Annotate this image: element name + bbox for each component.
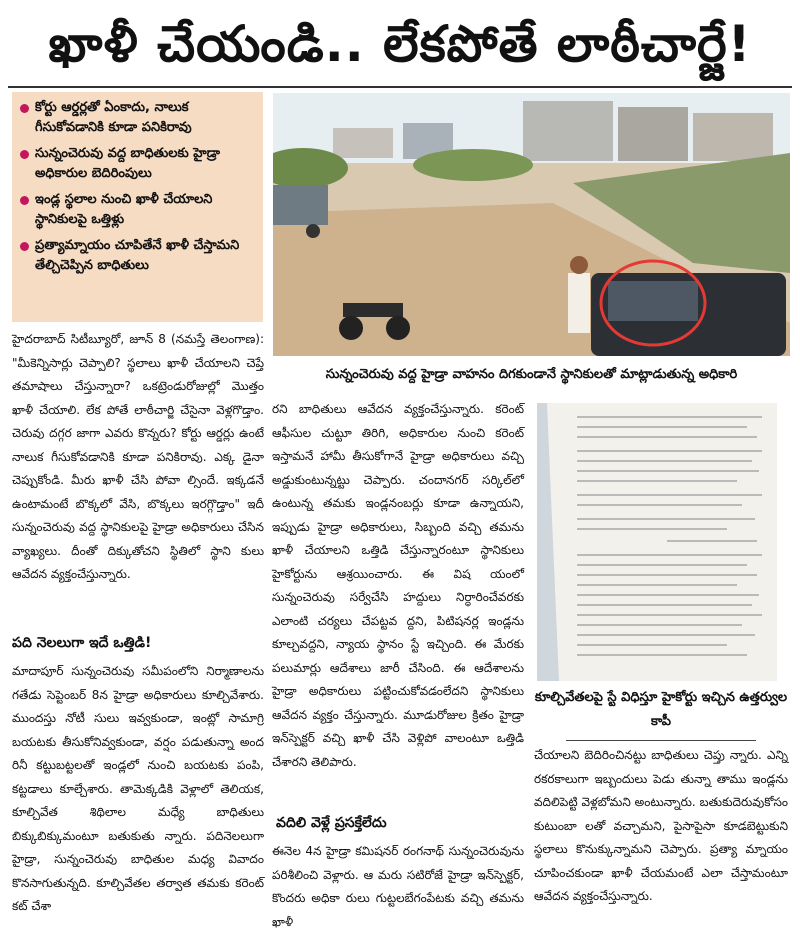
highlights-box xyxy=(12,92,263,322)
court-order-photo xyxy=(537,403,777,681)
headline-divider xyxy=(8,86,792,88)
article-column-3 xyxy=(534,744,788,909)
article-column-2 xyxy=(272,398,524,774)
highlight-item xyxy=(20,98,255,138)
highlight-text: ప్రత్యామ్నాయం చూపితేనే ఖాళీ చేస్తామని తేల్చిచెప్పిన బాధితులు xyxy=(35,238,240,273)
body-paragraph: హైదరాబాద్ సిటీబ్యూరో, జూన్ 8 (నమస్తే తెలంగాణ): "మీకెన్నిసార్లు చెప్పాలి? స్థలాలు ఖాళీ చేయాలని చెప్తే తమాషాలు చేస్తున్నారా? ఒకట్రెండురోజుల్లో మొత్తం ఖాళీ చేయాలి. లేక పోతే లాఠీచార్జి చేసైనా వెళ్లగొడ్తాం. చెరువు దగ్గర జాగా ఎవరు కొన్నరు? కోర్టు ఆర్డర్లు ఉంటే నాలుక గీసుకోవడానికి కూడా పనికిరావు. ఎక్క డైనా చెప్పుకోండి. మీరు ఖాళీ చేసి పోవా ల్సిందే. ఇక్కడనే ఉంటామంటే బొక్కలో వేసి, బొక్కలు ఇరగ్గొడ్తాం" ఇదీ సున్నంచెరువు వద్ద స్థానికులపై హైడ్రా అధికారులు చేసిన వ్యాఖ్యలు. దీంతో దిక్కుతోచని స్థితిలో స్థాని కులు ఆవేదన వ్యక్తంచేస్తున్నారు. xyxy=(12,332,264,581)
bullet-icon xyxy=(20,242,29,251)
article-column-1b xyxy=(12,660,264,919)
body-paragraph: చేయాలని బెదిరించినట్టు బాధితులు చెప్తు న్నారు. ఎన్ని రకరకాలుగా ఇబ్బందులు పెడు తున్నా తాము ఇండ్లను వదిలిపెట్టి వెళ్లబోమని అంటున్నారు. బతుకుదెరువుకోసం కుటుంబా లతో వచ్చామని, పైసాపైసా కూడబెట్టుకుని స్థలాలు కొనుక్కున్నామని చెప్పారు. ప్రత్యా మ్నాయం చూపించకుండా ఖాళీ చేయమంటే ఎలా చేస్తామంటూ ఆవేదన వ్యక్తంచేస్తున్నారు. xyxy=(534,748,788,903)
subheading: వదిలి వెళ్లే ప్రసక్తేలేదు xyxy=(276,815,387,831)
site-photo xyxy=(273,93,790,356)
photo-caption: కూల్చివేతలపై స్టే విధిస్తూ హైకోర్టు ఇచ్చిన ఉత్తర్వుల కాపీ xyxy=(534,690,788,729)
photo-caption: సున్నంచెరువు వద్ద హైడ్రా వాహనం దిగకుండానే స్థానికులతో మాట్లాడుతున్న అధికారి xyxy=(325,367,738,382)
bullet-icon xyxy=(20,104,29,113)
article-column-2b xyxy=(272,840,524,934)
bullet-icon xyxy=(20,150,29,159)
body-paragraph: రని బాధితులు ఆవేదన వ్యక్తంచేస్తున్నారు. కరెంట్ ఆఫీసుల చుట్టూ తిరిగి, అధికారుల నుంచి కరెంట్ ఇస్తామనే హామీ తీసుకోగానే హైడ్రా అధికారులు వచ్చి అడ్డుకుంటున్నట్టు చెప్పారు. చందానగర్ సర్కిల్‌లో ఉంటున్న తమకు ఇండ్లనంబర్లు కూడా ఉన్నాయని, ఇప్పుడు హైడ్రా అధికారులు, సిబ్బంది వచ్చి తమను ఖాళీ చేయాలని ఒత్తిడి చేస్తున్నారంటూ స్థానికులు హైకోర్టును ఆశ్రయించారు. ఈ విష యంలో సున్నంచెరువు సర్వేచేసి హద్దులు నిర్ధారించేవరకు ఎలాంటి చర్యలు చేపట్టవ ద్దని, పిటిషనర్ల ఇండ్లను కూల్చవద్దని, న్యాయ స్థానం స్టే ఇచ్చింది. ఈ మేరకు పలుమార్లు ఆదేశాలు జారీ చేసింది. ఈ ఆదేశాలను హైడ్రా అధికారులు పట్టించుకోవడంలేదని స్థానికులు ఆవేదన వ్యక్తం చేస్తున్నారు. మూడురోజుల క్రితం హైడ్రా ఇన్‌స్పెక్టర్ వచ్చి ఖాళీ చేసి వెళ్లిపో వాలంటూ ఒత్తిడి చేశారని తెలిపారు. xyxy=(272,402,524,769)
body-paragraph: మాదాపూర్ సున్నంచెరువు సమీపంలోని నిర్మాణాలను గతేడు సెప్టెంబర్ 8న హైడ్రా అధికారులు కూల్చివేశారు. ముందస్తు నోటీ సులు ఇవ్వకుండా, ఇంట్లో సామాగ్రి బయటకు తీసుకోనివ్వకుండా, వర్షం పడుతున్నా అంద రినీ కట్టుబట్టలతో ఇండ్లలో నుంచి బయటకు పంపి, కట్టడాలు కూల్చేశారు. తామెక్కడికి వెళ్లాలో తెలియక, కూల్చివేత శిథిలాల మధ్యే బాధితులు బిక్కుబిక్కుమంటూ బతుకుతు న్నారు. పదినెలలుగా హైడ్రా, సున్నంచెరువు బాధితుల మధ్య వివాదం కొనసాగుతున్నది. కూల్చివేతల తర్వాత తమకు కరెంట్ కట్ చేశా xyxy=(12,664,264,913)
bullet-icon xyxy=(20,196,29,205)
highlight-item xyxy=(20,144,255,184)
headline: ఖాళీ చేయండి.. లేకపోతే లాఠీచార్జే! xyxy=(48,15,752,73)
subheading: పది నెలలుగా ఇదే ఒత్తిడి! xyxy=(12,635,152,651)
body-paragraph: ఈనెల 4న హైడ్రా కమిషనర్ రంగనాథ్ సున్నంచెరువును పరిశీలించి వెళ్లారు. ఆ మరు సటిరోజే హైడ్రా ఇన్‌స్పెక్టర్, కొందరు అధికా రులు గుట్టలబేగంపేటకు వచ్చి తమను ఖాళీ xyxy=(272,844,524,929)
caption-divider xyxy=(566,740,756,741)
highlight-item xyxy=(20,236,255,276)
highlight-item xyxy=(20,190,255,230)
highlight-text: ఇండ్ల స్థలాల నుంచి ఖాళీ చేయాలని స్థానికులపై ఒత్తిళ్లు xyxy=(35,192,213,227)
highlight-text: సున్నంచెరువు వద్ద బాధితులకు హైడ్రా అధికారుల బెదిరింపులు xyxy=(35,146,220,181)
highlight-text: కోర్టు ఆర్డర్లతో ఏంకాదు, నాలుక గీసుకోవడానికి కూడా పనికిరావు xyxy=(35,100,192,135)
article-column-1 xyxy=(12,328,264,587)
